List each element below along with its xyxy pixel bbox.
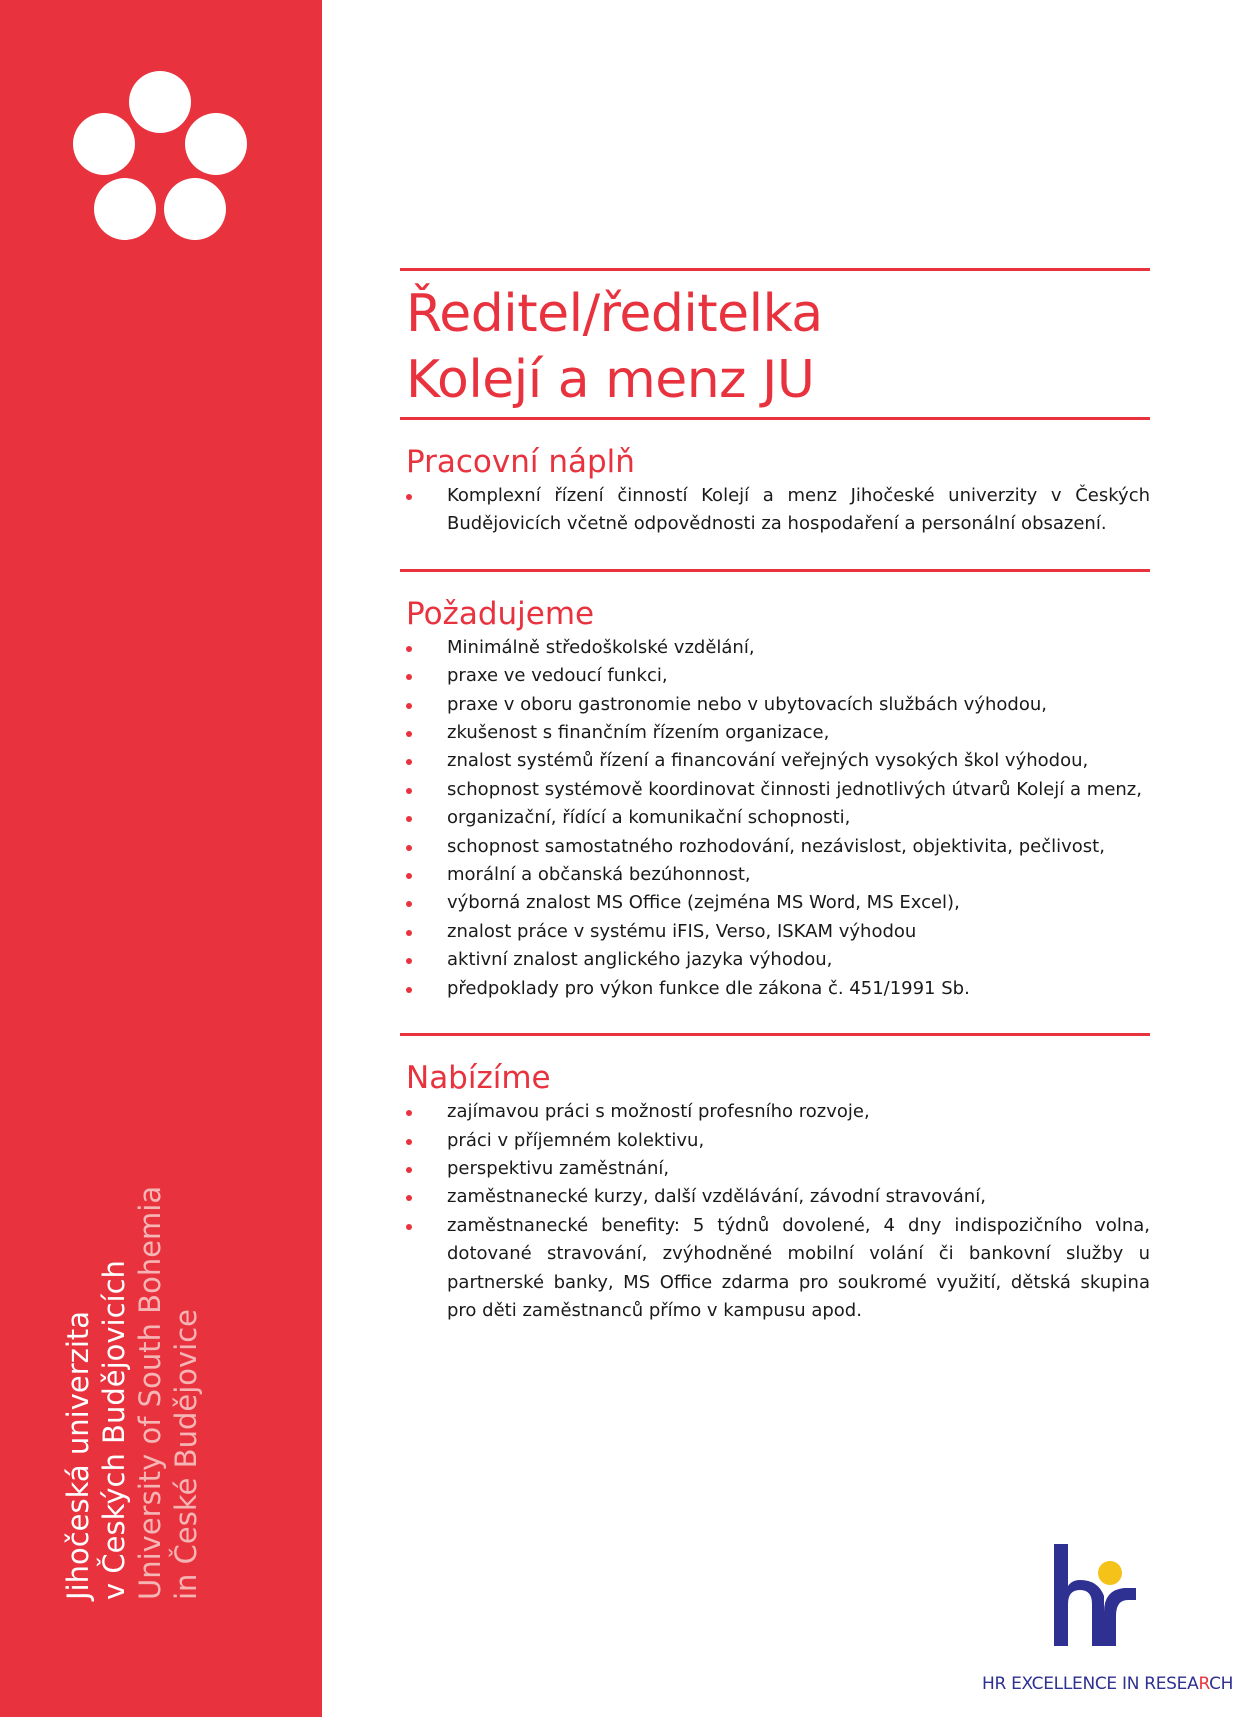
list-item: předpoklady pro výkon funkce dle zákona č. 451/1991 Sb. (406, 975, 1150, 1003)
list-item: zkušenost s finančním řízením organizace, (406, 719, 1150, 747)
university-name-cz-2: v Českých Budějovicích (97, 1260, 131, 1600)
page-title-line-1: Ředitel/ředitelka (406, 284, 823, 344)
list-item: organizační, řídící a komunikační schopnosti, (406, 804, 1150, 832)
section-heading-requirements: Požadujeme (406, 595, 595, 632)
list-item: morální a občanská bezúhonnost, (406, 861, 1150, 889)
list-item: práci v příjemném kolektivu, (406, 1127, 1150, 1155)
list-item: schopnost systémově koordinovat činnosti jednotlivých útvarů Kolejí a menz, (406, 776, 1150, 804)
university-name-cz-1: Jihočeská univerzita (61, 1310, 95, 1600)
list-item: praxe v oboru gastronomie nebo v ubytovacích službách výhodou, (406, 691, 1150, 719)
university-name-en-1: University of South Bohemia (133, 1185, 167, 1600)
list-item: schopnost samostatného rozhodování, nezávislost, objektivita, pečlivost, (406, 833, 1150, 861)
university-name (60, 1186, 204, 1600)
list-item: perspektivu zaměstnání, (406, 1155, 1150, 1183)
university-logo-icon (70, 68, 250, 243)
section-heading-duties: Pracovní náplň (406, 444, 635, 480)
section-heading-offer: Nabízíme (406, 1060, 551, 1097)
list-item: praxe ve vedoucí funkci, (406, 662, 1150, 690)
page-title (400, 271, 1150, 417)
list-item: aktivní znalost anglického jazyka výhodou, (406, 946, 1150, 974)
main-content (400, 268, 1150, 1325)
offer-list (400, 1098, 1150, 1325)
hr-caption-main: HR EXCELLENCE IN RESEA (982, 1674, 1199, 1694)
list-item: Komplexní řízení činností Kolejí a menz Jihočeské univerzity v Českých Budějovicích včetně odpovědnosti za hospodaření a personální obsazení. (406, 482, 1150, 539)
list-item: zaměstnanecké kurzy, další vzdělávání, závodní stravování, (406, 1183, 1150, 1211)
sidebar (0, 0, 322, 1717)
hr-caption-end: CH (1209, 1674, 1233, 1694)
list-item: zaměstnanecké benefity: 5 týdnů dovolené, 4 dny indispozičního volna, dotované stravování, zvýhodněné mobilní volání či bankovní služby u partnerské banky, MS Office zdarma pro soukromé využití, dětská skupina pro děti zaměstnanců přímo v kampusu apod. (406, 1212, 1150, 1326)
list-item: výborná znalost MS Office (zejména MS Word, MS Excel), (406, 889, 1150, 917)
list-item: znalost systémů řízení a financování veřejných vysokých škol výhodou, (406, 747, 1150, 775)
list-item: Minimálně středoškolské vzdělání, (406, 634, 1150, 662)
list-item: zajímavou práci s možností profesního rozvoje, (406, 1098, 1150, 1126)
list-item: znalost práce v systému iFIS, Verso, ISKAM výhodou (406, 918, 1150, 946)
duties-list (400, 482, 1150, 539)
requirements-list (400, 634, 1150, 1003)
hr-caption-accent: R (1198, 1674, 1210, 1694)
page-title-line-2: Kolejí a menz JU (406, 350, 815, 410)
university-name-en-2: in České Budějovice (169, 1308, 203, 1600)
hr-excellence-caption (982, 1674, 1233, 1694)
